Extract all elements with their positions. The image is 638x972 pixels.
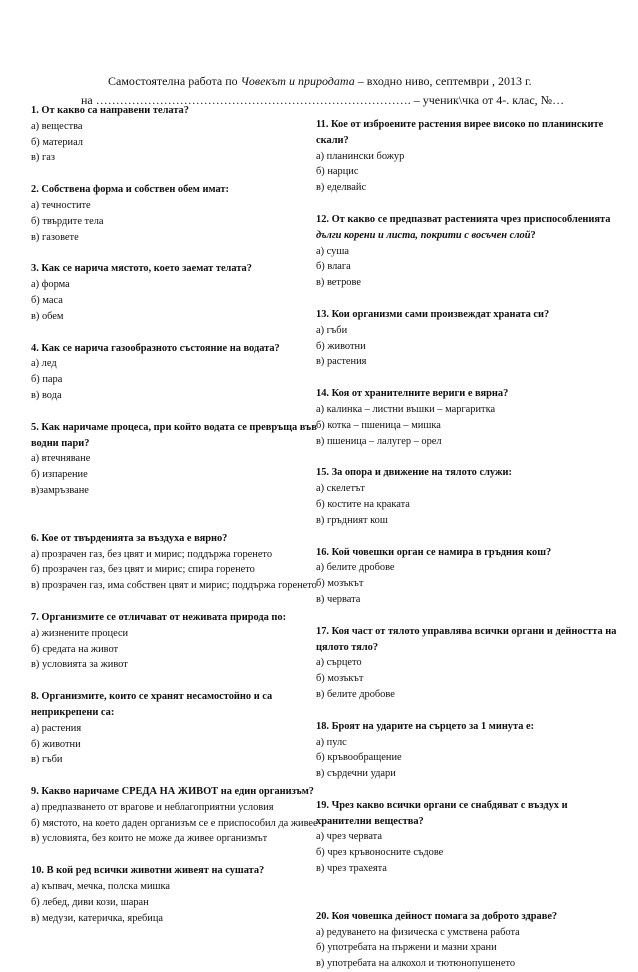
question-text: 17. Коя част от тялото управлява всички органи и дейността на цялото тяло? bbox=[316, 625, 617, 653]
answer-option: в) пшеница – лалугер – орел bbox=[316, 435, 442, 447]
question-text: 18. Броят на ударите на сърцето за 1 минута е: bbox=[316, 720, 535, 732]
question-12 bbox=[316, 212, 621, 291]
question-8 bbox=[31, 689, 321, 768]
question-3 bbox=[31, 261, 321, 324]
answer-option: б) чрез кръвоносните съдове bbox=[316, 847, 444, 859]
answer-option: в) чрез трахеята bbox=[316, 863, 387, 875]
question-text: 8. Организмите, които се хранят несамостойно и са неприкрепени са: bbox=[31, 691, 273, 718]
answer-option: в) еделвайс bbox=[316, 182, 367, 194]
answer-option: а) втечняване bbox=[31, 453, 91, 465]
question-10 bbox=[31, 863, 321, 926]
answer-option: б) мястото, на което даден организъм се е приспособил да живее bbox=[31, 817, 318, 829]
answer-option: а) форма bbox=[31, 279, 70, 291]
answer-option: б) материал bbox=[31, 136, 83, 148]
question-18 bbox=[316, 719, 621, 782]
answer-option: б) маса bbox=[31, 294, 63, 306]
question-7 bbox=[31, 610, 321, 673]
header-student-line: на ……………………………………………………………………. – ученик\чка от 4-. клас, №… bbox=[81, 93, 565, 107]
question-text: 6. Кое от твърденията за въздуха е вярно? bbox=[31, 532, 228, 544]
answer-option: а) пулс bbox=[316, 736, 347, 748]
answer-option: в) обем bbox=[31, 310, 64, 322]
question-2 bbox=[31, 182, 321, 245]
answer-option: б) животни bbox=[31, 738, 81, 750]
question-text: 20. Коя човешка дейност помага за доброто здраве? bbox=[316, 910, 558, 922]
answer-option: б) прозрачен газ, без цвят и мирис; спира горенето bbox=[31, 564, 255, 576]
answer-option: в) газ bbox=[31, 152, 55, 164]
question-15 bbox=[316, 465, 621, 528]
answer-option: в) гъби bbox=[31, 754, 63, 766]
answer-option: а) лед bbox=[31, 358, 57, 370]
answer-option: в) употребата на алкохол и тютюнопушенето bbox=[316, 958, 516, 970]
question-11 bbox=[316, 117, 621, 196]
question-20 bbox=[316, 909, 621, 972]
question-text: 3. Как се нарича мястото, което заемат телата? bbox=[31, 263, 252, 275]
answer-option: а) скелетът bbox=[316, 483, 365, 495]
answer-option: б) нарцис bbox=[316, 166, 359, 178]
question-9 bbox=[31, 784, 321, 847]
header-title-suffix: – входно ниво, септември , 2013 г. bbox=[354, 74, 532, 88]
answer-option: в) условията за живот bbox=[31, 659, 128, 671]
answer-option: б) изпарение bbox=[31, 469, 88, 481]
question-text: 5. Как наричаме процеса, при който водата се превръща във водни пари? bbox=[31, 421, 317, 449]
question-text: 19. Чрез какво всички органи се снабдяват с въздух и хранителни вещества? bbox=[316, 799, 568, 827]
question-text bbox=[316, 212, 621, 244]
answer-option: б) пара bbox=[31, 374, 63, 386]
answer-option: б) твърдите тела bbox=[31, 215, 104, 227]
answer-option: а) къпвач, мечка, полска мишка bbox=[31, 881, 171, 893]
answer-option: б) кръвообращение bbox=[316, 752, 402, 764]
question-4 bbox=[31, 341, 321, 404]
answer-option: б) котка – пшеница – мишка bbox=[316, 419, 441, 431]
question-text-start: 12. От какво се предпазват растенията чрез приспособленията bbox=[316, 213, 611, 225]
answer-option: в) ветрове bbox=[316, 277, 361, 289]
question-6 bbox=[31, 531, 321, 594]
answer-option: б) лебед, диви кози, шаран bbox=[31, 896, 149, 908]
answer-option: в)замръзване bbox=[31, 484, 89, 496]
answer-option: в) медузи, катеричка, яребица bbox=[31, 912, 164, 924]
answer-option: в) белите дробове bbox=[316, 688, 395, 700]
answer-option: б) употребата на пържени и мазни храни bbox=[316, 942, 497, 954]
right-column bbox=[316, 117, 621, 972]
answer-option: в) растения bbox=[316, 356, 367, 368]
question-text: 13. Кои организми сами произвеждат храната си? bbox=[316, 308, 550, 320]
question-text: 11. Кое от изброените растения вирее високо по планинските скали? bbox=[316, 119, 604, 146]
question-text: 14. Коя от хранителните вериги е вярна? bbox=[316, 388, 509, 400]
answer-option: а) растения bbox=[31, 722, 82, 734]
answer-option: в) гръдният кош bbox=[316, 514, 388, 526]
question-text-end: ? bbox=[530, 229, 536, 241]
answer-option: б) животни bbox=[316, 340, 366, 352]
question-17 bbox=[316, 624, 621, 703]
answer-option: б) мозъкът bbox=[316, 578, 364, 590]
answer-option: а) гъби bbox=[316, 324, 348, 336]
answer-option: в) газовете bbox=[31, 231, 79, 243]
answer-option: а) жизнените процеси bbox=[31, 627, 129, 639]
question-text-italic: дълги корени и листа, покрити с восъчен слой bbox=[316, 229, 531, 241]
question-text: 4. Как се нарича газообразното състояние на водата? bbox=[31, 342, 280, 354]
answer-option: а) белите дробове bbox=[316, 562, 395, 574]
answer-option: б) влага bbox=[316, 261, 351, 273]
question-19 bbox=[316, 798, 621, 877]
question-text: 7. Организмите се отличават от неживата природа по: bbox=[31, 611, 287, 623]
answer-option: а) прозрачен газ, без цвят и мирис; поддържа горенето bbox=[31, 548, 273, 560]
answer-option: а) вещества bbox=[31, 120, 83, 132]
answer-option: а) сърцето bbox=[316, 657, 362, 669]
answer-option: б) костите на краката bbox=[316, 498, 410, 510]
question-1 bbox=[31, 103, 321, 166]
question-13 bbox=[316, 307, 621, 370]
answer-option: а) чрез червата bbox=[316, 831, 382, 843]
answer-option: в) сърдечни удари bbox=[316, 768, 396, 780]
question-text: 15. За опора и движение на тялото служи: bbox=[316, 467, 512, 479]
answer-option: а) планински божур bbox=[316, 150, 405, 162]
question-text: 2. Собствена форма и собствен обем имат: bbox=[31, 184, 229, 196]
question-text: 10. В кой ред всички животни живеят на сушата? bbox=[31, 865, 265, 877]
answer-option: б) средата на живот bbox=[31, 643, 119, 655]
question-14 bbox=[316, 386, 621, 449]
answer-option: а) суша bbox=[316, 245, 349, 257]
question-text: 1. От какво са направени телата? bbox=[31, 105, 189, 116]
left-column bbox=[31, 103, 321, 926]
header-subject: Човекът и природата bbox=[240, 74, 355, 88]
answer-option: б) мозъкът bbox=[316, 673, 364, 685]
answer-option: а) редуването на физическа с умствена работа bbox=[316, 926, 520, 938]
question-16 bbox=[316, 545, 621, 608]
answer-option: а) предпазването от врагове и неблагоприятни условия bbox=[31, 801, 274, 813]
question-5 bbox=[31, 420, 321, 499]
answer-option: а) калинка – листни въшки – маргаритка bbox=[316, 403, 496, 415]
header-title-prefix: Самостоятелна работа по bbox=[108, 74, 241, 88]
question-text: 16. Кой човешки орган се намира в гръдния кош? bbox=[316, 546, 552, 558]
answer-option: а) течностите bbox=[31, 199, 91, 211]
question-text: 9. Какво наричаме СРЕДА НА ЖИВОТ на един организъм? bbox=[31, 786, 314, 798]
header-title-line bbox=[0, 72, 638, 91]
answer-option: в) вода bbox=[31, 389, 62, 401]
answer-option: в) условията, без които не може да живее организмът bbox=[31, 833, 268, 845]
answer-option: в) червата bbox=[316, 593, 361, 605]
answer-option: в) прозрачен газ, има собствен цвят и мирис; поддържа горенето bbox=[31, 580, 317, 592]
